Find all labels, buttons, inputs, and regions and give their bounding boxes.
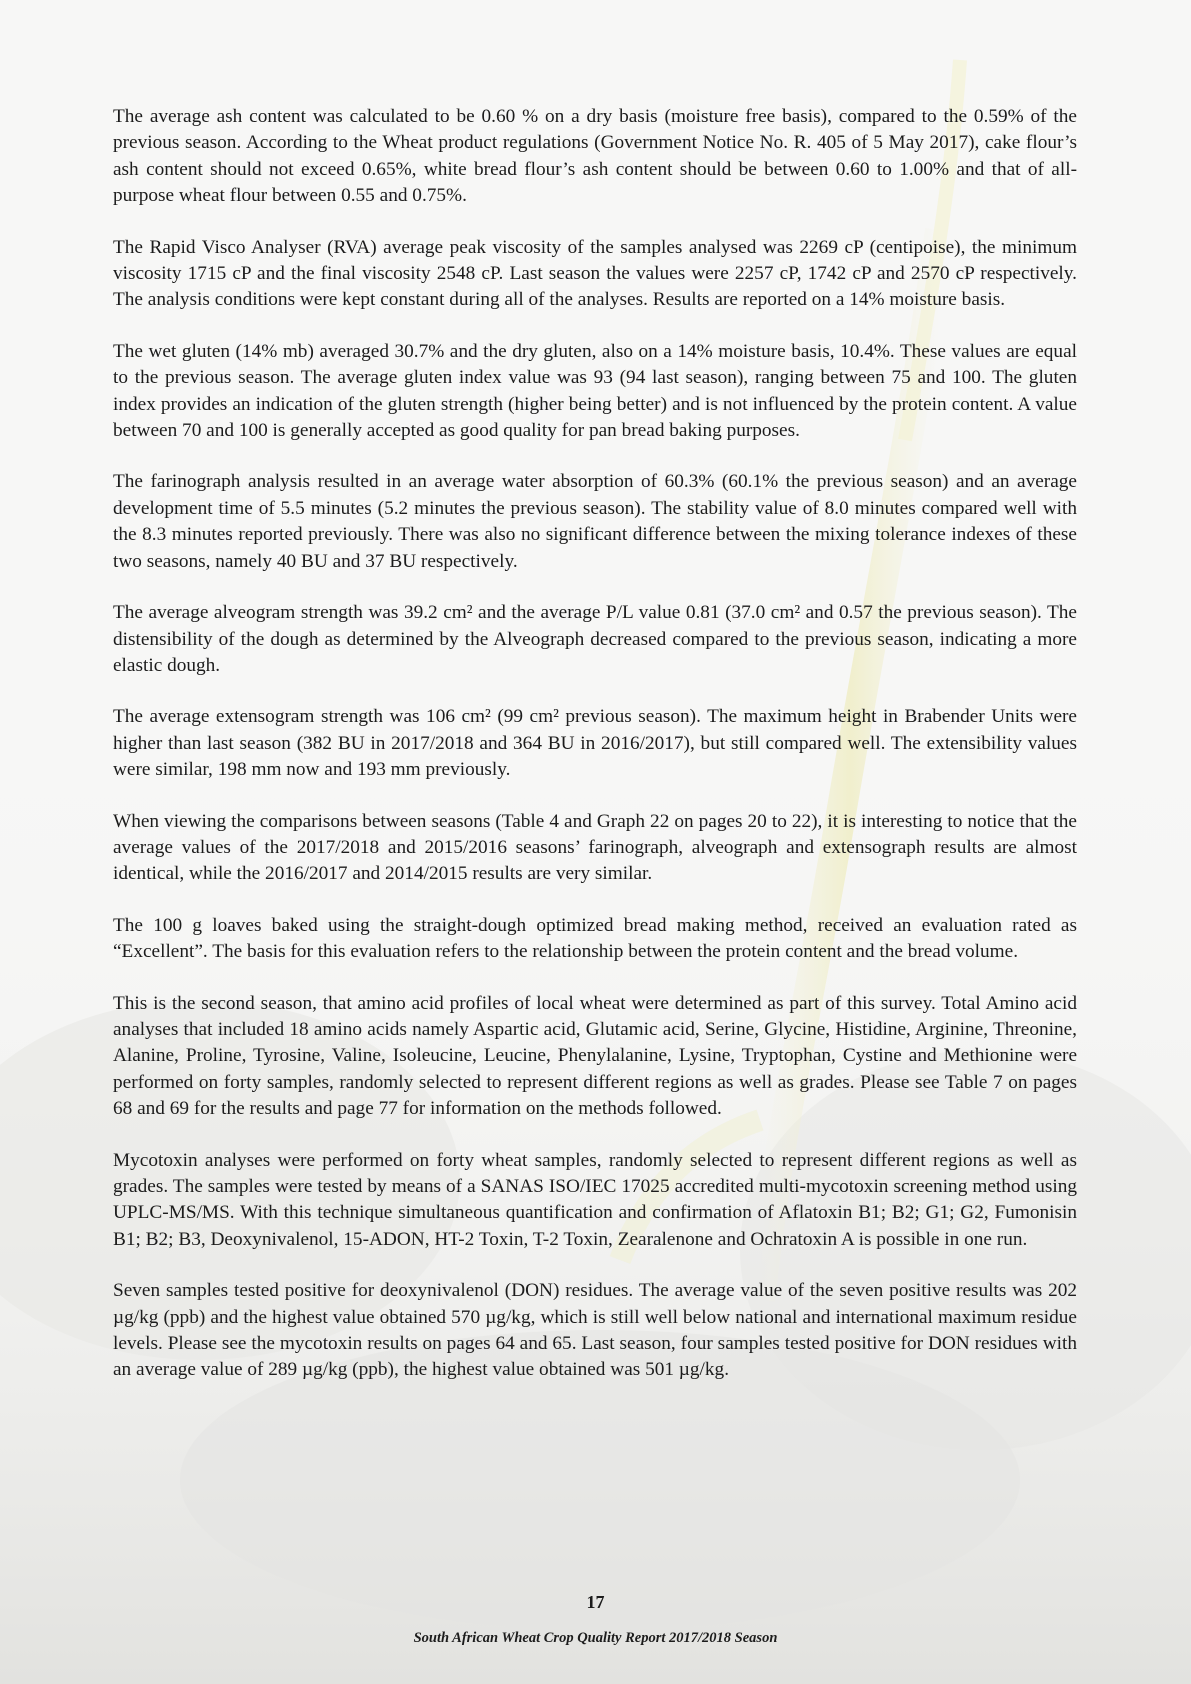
- paragraph-farinograph: The farinograph analysis resulted in an average water absorption of 60.3% (60.1% the previous season) and an average development time of 5.5 minutes (5.2 minutes the previous season). The stability value of 8.0 minutes compared well with the 8.3 minutes reported previously. There was also no significant difference between the mixing tolerance indexes of these two seasons, namely 40 BU and 37 BU respectively.: [113, 471, 1077, 572]
- paragraph-don-residues: Seven samples tested positive for deoxynivalenol (DON) residues. The average value of the seven positive results was 202 µg/kg (ppb) and the highest value obtained 570 µg/kg, which is still well below national and international maximum residue levels. Please see the mycotoxin results on pages 64 and 65. Last season, four samples tested positive for DON residues with an average value of 289 µg/kg (ppb), the highest value obtained was 501 µg/kg.: [113, 1280, 1077, 1381]
- paragraph-gluten: The wet gluten (14% mb) averaged 30.7% and the dry gluten, also on a 14% moisture basis, 10.4%. These values are equal to the previous season. The average gluten index value was 93 (94 last season), ranging between 75 and 100. The gluten index provides an indication of the gluten strength (higher being better) and is not influenced by the protein content. A value between 70 and 100 is generally accepted as good quality for pan bread baking purposes.: [113, 340, 1077, 442]
- body-text: [113, 104, 1077, 1409]
- paragraph-ash-content: The average ash content was calculated to be 0.60 % on a dry basis (moisture free basis), compared to the 0.59% of the previous season. According to the Wheat product regulations (Government Notice No. R. 405 of 5 May 2017), cake flour’s ash content should not exceed 0.65%, white bread flour’s ash content should be between 0.60 to 1.00% and that of all-purpose wheat flour between 0.55 and 0.75%.: [113, 106, 1077, 207]
- paragraph-rva-viscosity: The Rapid Visco Analyser (RVA) average peak viscosity of the samples analysed was 2269 cP (centipoise), the minimum viscosity 1715 cP and the final viscosity 2548 cP. Last season the values were 2257 cP, 1742 cP and 2570 cP respectively. The analysis conditions were kept constant during all of the analyses. Results are reported on a 14% moisture basis.: [113, 236, 1077, 311]
- paragraph-amino-acids: This is the second season, that amino acid profiles of local wheat were determined as part of this survey. Total Amino acid analyses that included 18 amino acids namely Aspartic acid, Glutamic acid, Serine, Glycine, Histidine, Arginine, Threonine, Alanine, Proline, Tyrosine, Valine, Isoleucine, Leucine, Phenylalanine, Lysine, Tryptophan, Cystine and Methionine were performed on forty samples, randomly selected to represent different regions as well as grades. Please see Table 7 on pages 68 and 69 for the results and page 77 for information on the methods followed.: [113, 992, 1077, 1120]
- paragraph-extensogram: The average extensogram strength was 106 cm² (99 cm² previous season). The maximum height in Brabender Units were higher than last season (382 BU in 2017/2018 and 364 BU in 2016/2017), but still compared well. The extensibility values were similar, 198 mm now and 193 mm previously.: [113, 706, 1077, 781]
- footer-report-title: South African Wheat Crop Quality Report 2017/2018 Season: [413, 1630, 778, 1646]
- paragraph-baking-evaluation: The 100 g loaves baked using the straight-dough optimized bread making method, received an evaluation rated as “Excellent”. The basis for this evaluation refers to the relationship between the protein content and the bread volume.: [113, 914, 1077, 963]
- paragraph-alveogram: The average alveogram strength was 39.2 cm² and the average P/L value 0.81 (37.0 cm² and 0.57 the previous season). The distensibility of the dough as determined by the Alveograph decreased compared to the previous season, indicating a more elastic dough.: [113, 602, 1077, 676]
- paragraph-mycotoxin-analyses: Mycotoxin analyses were performed on forty wheat samples, randomly selected to represent different regions as well as grades. The samples were tested by means of a SANAS ISO/IEC 17025 accredited multi-mycotoxin screening method using UPLC-MS/MS. With this technique simultaneous quantification and confirmation of Aflatoxin B1; B2; G1; G2, Fumonisin B1; B2; B3, Deoxynivalenol, 15-ADON, HT-2 Toxin, T-2 Toxin, Zearalenone and Ochratoxin A is possible in one run.: [113, 1149, 1077, 1250]
- paragraph-season-comparison: When viewing the comparisons between seasons (Table 4 and Graph 22 on pages 20 to 22), it is interesting to notice that the average values of the 2017/2018 and 2015/2016 seasons’ farinograph, alveograph and extensograph results are almost identical, while the 2016/2017 and 2014/2015 results are very similar.: [113, 810, 1077, 885]
- page-number: 17: [586, 1592, 605, 1612]
